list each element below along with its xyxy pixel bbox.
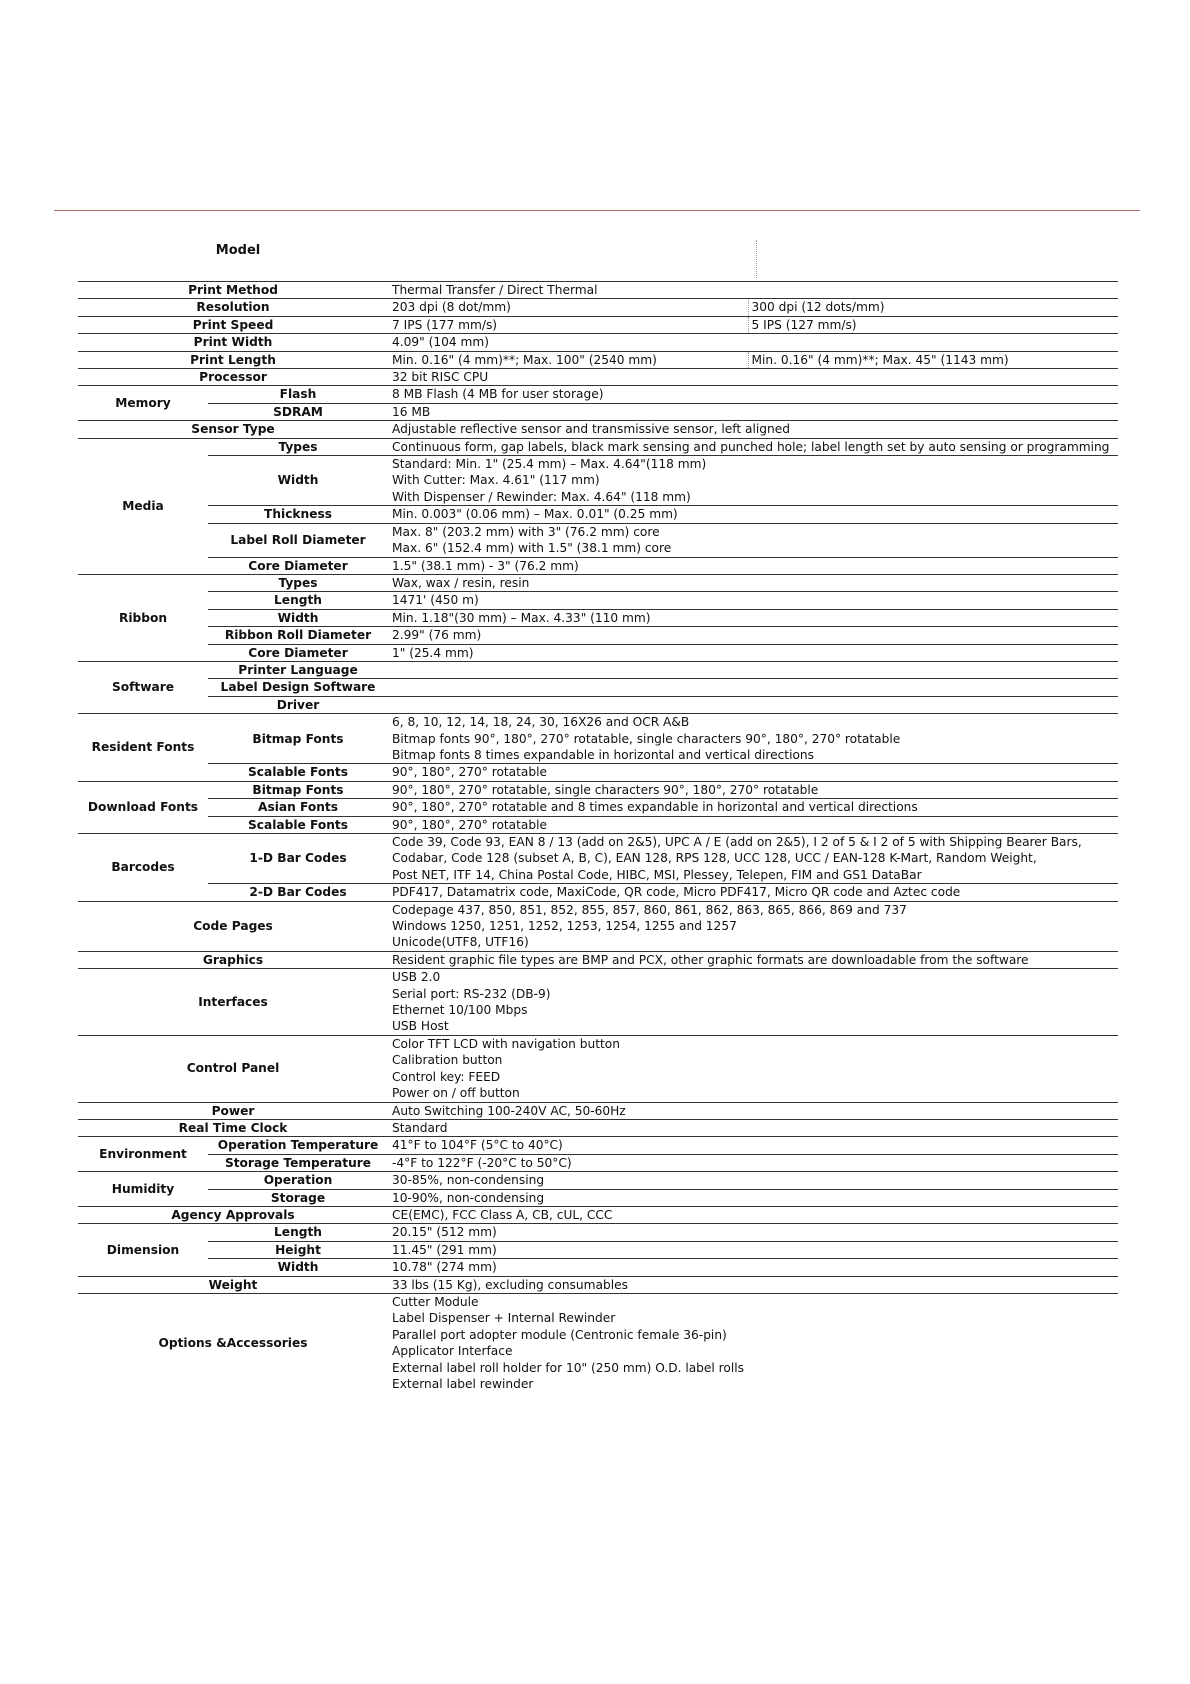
row-label: Sensor Type: [78, 421, 388, 438]
row-label: Interfaces: [78, 969, 388, 1036]
header-divider: [54, 210, 1140, 211]
value-line: Control key: FEED: [392, 1069, 501, 1084]
table-row: [78, 644, 1118, 661]
value-line: Max. 6" (152.4 mm) with 1.5" (38.1 mm) core: [392, 541, 672, 556]
table-row: [78, 334, 1118, 351]
table-row: [78, 661, 1118, 678]
row-label: Weight: [78, 1276, 388, 1293]
row-label: Processor: [78, 369, 388, 386]
row-label: 1-D Bar Codes: [208, 834, 388, 884]
table-row: [78, 627, 1118, 644]
group-label-environment: Environment: [78, 1137, 208, 1172]
row-label: Core Diameter: [208, 557, 388, 574]
table-row: [78, 1276, 1118, 1293]
value-line: Power on / off button: [392, 1086, 520, 1101]
value-line: Bitmap fonts 8 times expandable in horizontal and vertical directions: [392, 747, 815, 762]
group-label-ribbon: Ribbon: [78, 574, 208, 661]
model-label: Model: [215, 243, 261, 258]
row-value: 10.78" (274 mm): [388, 1259, 1118, 1276]
row-label: Types: [208, 438, 388, 455]
value-line: USB 2.0: [392, 970, 441, 985]
value-line: Color TFT LCD with navigation button: [392, 1036, 620, 1051]
table-row: [78, 523, 1118, 557]
value-line: Unicode(UTF8, UTF16): [392, 935, 529, 950]
row-label: Core Diameter: [208, 644, 388, 661]
table-row: [78, 506, 1118, 523]
row-value: Min. 0.16" (4 mm)**; Max. 100" (2540 mm): [388, 351, 748, 368]
value-line: External label rewinder: [392, 1377, 534, 1391]
row-value: Standard: [388, 1119, 1118, 1136]
value-line: Code 39, Code 93, EAN 8 / 13 (add on 2&5), UPC A / E (add on 2&5), I 2 of 5 & I 2 of 5 with Shipping Bearer Bars,: [392, 835, 1082, 849]
table-row: [78, 557, 1118, 574]
row-label: Control Panel: [78, 1035, 388, 1102]
row-value: [388, 901, 1118, 951]
row-label: Power: [78, 1102, 388, 1119]
row-value: Resident graphic file types are BMP and PCX, other graphic formats are downloadable from the software: [388, 951, 1118, 968]
value-line: Serial port: RS-232 (DB-9): [392, 986, 551, 1001]
model-header: [78, 240, 1118, 280]
table-row: [78, 316, 1118, 333]
value-line: Applicator Interface: [392, 1344, 513, 1359]
row-value: [388, 1035, 1118, 1102]
value-line: With Dispenser / Rewinder: Max. 4.64" (118 mm): [392, 489, 691, 504]
row-value: 4.09" (104 mm): [388, 334, 1118, 351]
row-label: Real Time Clock: [78, 1119, 388, 1136]
row-value: [388, 1293, 1118, 1392]
group-label-humidity: Humidity: [78, 1172, 208, 1207]
row-label: Flash: [208, 386, 388, 403]
row-label: Print Method: [78, 282, 388, 299]
group-label-media: Media: [78, 438, 208, 574]
row-value: [388, 523, 1118, 557]
row-label: Storage: [208, 1189, 388, 1206]
value-line: Calibration button: [392, 1053, 503, 1068]
row-value: 2.99" (76 mm): [388, 627, 1118, 644]
row-value: [388, 714, 1118, 764]
row-label: Operation: [208, 1172, 388, 1189]
value-line: Standard: Min. 1" (25.4 mm) – Max. 4.64"(118 mm): [392, 457, 707, 472]
row-value: [388, 679, 1118, 696]
value-line: Cutter Module: [392, 1294, 479, 1309]
row-value: 90°, 180°, 270° rotatable, single characters 90°, 180°, 270° rotatable: [388, 781, 1118, 798]
table-row: [78, 386, 1118, 403]
row-value: [388, 696, 1118, 713]
value-line: Codabar, Code 128 (subset A, B, C), EAN 128, RPS 128, UCC 128, UCC / EAN-128 K-Mart, Random Weight,: [392, 851, 1037, 866]
table-row: [78, 1137, 1118, 1154]
row-value: 32 bit RISC CPU: [388, 369, 1118, 386]
table-row: [78, 1241, 1118, 1258]
row-label: Driver: [208, 696, 388, 713]
row-value: [388, 661, 1118, 678]
value-line: Ethernet 10/100 Mbps: [392, 1003, 528, 1018]
row-label: Ribbon Roll Diameter: [208, 627, 388, 644]
row-label: Storage Temperature: [208, 1154, 388, 1171]
row-label: Print Speed: [78, 316, 388, 333]
value-line: Bitmap fonts 90°, 180°, 270° rotatable, single characters 90°, 180°, 270° rotatable: [392, 731, 901, 746]
table-row: [78, 574, 1118, 591]
specifications-table: [78, 281, 1118, 1392]
row-value: 7 IPS (177 mm/s): [388, 316, 748, 333]
row-value: 10-90%, non-condensing: [388, 1189, 1118, 1206]
value-line: Codepage 437, 850, 851, 852, 855, 857, 860, 861, 862, 863, 865, 866, 869 and 737: [392, 902, 907, 917]
row-value-alt: 5 IPS (127 mm/s): [748, 316, 1118, 333]
table-row: [78, 714, 1118, 764]
row-value-alt: 300 dpi (12 dots/mm): [748, 299, 1118, 316]
row-label: Graphics: [78, 951, 388, 968]
row-label: SDRAM: [208, 403, 388, 420]
group-label-barcodes: Barcodes: [78, 834, 208, 902]
group-label-download-fonts: Download Fonts: [78, 781, 208, 833]
table-row: [78, 816, 1118, 833]
table-row: [78, 1035, 1118, 1102]
row-value: 90°, 180°, 270° rotatable: [388, 816, 1118, 833]
row-label: Print Width: [78, 334, 388, 351]
row-label: Scalable Fonts: [208, 816, 388, 833]
row-value: PDF417, Datamatrix code, MaxiCode, QR code, Micro PDF417, Micro QR code and Aztec code: [388, 884, 1118, 901]
value-line: With Cutter: Max. 4.61" (117 mm): [392, 473, 600, 488]
table-row: [78, 456, 1118, 506]
group-label-resident-fonts: Resident Fonts: [78, 714, 208, 782]
row-value: Wax, wax / resin, resin: [388, 574, 1118, 591]
table-row: [78, 679, 1118, 696]
table-row: [78, 1224, 1118, 1241]
row-value: 41°F to 104°F (5°C to 40°C): [388, 1137, 1118, 1154]
table-row: [78, 901, 1118, 951]
row-label: Width: [208, 609, 388, 626]
table-row: [78, 282, 1118, 299]
row-label: Width: [208, 1259, 388, 1276]
row-value: Min. 1.18"(30 mm) – Max. 4.33" (110 mm): [388, 609, 1118, 626]
table-row: [78, 369, 1118, 386]
row-value: CE(EMC), FCC Class A, CB, cUL, CCC: [388, 1206, 1118, 1223]
row-value: 90°, 180°, 270° rotatable and 8 times expandable in horizontal and vertical directions: [388, 799, 1118, 816]
row-label: Operation Temperature: [208, 1137, 388, 1154]
table-row: [78, 1102, 1118, 1119]
row-value: 203 dpi (8 dot/mm): [388, 299, 748, 316]
table-row: [78, 781, 1118, 798]
value-line: Max. 8" (203.2 mm) with 3" (76.2 mm) core: [392, 524, 660, 539]
row-value: 1" (25.4 mm): [388, 644, 1118, 661]
value-line: USB Host: [392, 1019, 449, 1034]
row-value: 8 MB Flash (4 MB for user storage): [388, 386, 1118, 403]
row-label: Resolution: [78, 299, 388, 316]
group-label-software: Software: [78, 661, 208, 713]
group-label-dimension: Dimension: [78, 1224, 208, 1276]
value-line: Label Dispenser + Internal Rewinder: [392, 1311, 616, 1326]
row-value: [388, 456, 1118, 506]
row-label: Printer Language: [208, 661, 388, 678]
row-value: Continuous form, gap labels, black mark sensing and punched hole; label length set by auto sensing or programming: [388, 438, 1118, 455]
table-row: [78, 403, 1118, 420]
table-row: [78, 969, 1118, 1036]
value-line: Post NET, ITF 14, China Postal Code, HIBC, MSI, Plessey, Telepen, FIM and GS1 DataBar: [392, 867, 922, 882]
model-column-divider: [756, 240, 757, 278]
row-label: Label Design Software: [208, 679, 388, 696]
table-row: [78, 1293, 1118, 1392]
row-label: Print Length: [78, 351, 388, 368]
row-value: 30-85%, non-condensing: [388, 1172, 1118, 1189]
table-row: [78, 1172, 1118, 1189]
table-row: [78, 351, 1118, 368]
row-label: Options &Accessories: [78, 1293, 388, 1392]
row-value: 16 MB: [388, 403, 1118, 420]
table-row: [78, 951, 1118, 968]
row-label: 2-D Bar Codes: [208, 884, 388, 901]
row-value: [388, 834, 1118, 884]
row-label: Bitmap Fonts: [208, 781, 388, 798]
row-label: Thickness: [208, 506, 388, 523]
table-row: [78, 592, 1118, 609]
row-value: 90°, 180°, 270° rotatable: [388, 764, 1118, 781]
value-line: External label roll holder for 10" (250 mm) O.D. label rolls: [392, 1360, 744, 1375]
table-row: [78, 1259, 1118, 1276]
row-label: Code Pages: [78, 901, 388, 951]
row-value: Adjustable reflective sensor and transmissive sensor, left aligned: [388, 421, 1118, 438]
table-row: [78, 438, 1118, 455]
table-row: [78, 834, 1118, 884]
row-value-alt: Min. 0.16" (4 mm)**; Max. 45" (1143 mm): [748, 351, 1118, 368]
table-row: [78, 696, 1118, 713]
row-value: 1471' (450 m): [388, 592, 1118, 609]
row-value: Thermal Transfer / Direct Thermal: [388, 282, 1118, 299]
row-label: Height: [208, 1241, 388, 1258]
table-row: [78, 299, 1118, 316]
row-value: Min. 0.003" (0.06 mm) – Max. 0.01" (0.25 mm): [388, 506, 1118, 523]
row-value: 33 lbs (15 Kg), excluding consumables: [388, 1276, 1118, 1293]
row-label: Width: [208, 456, 388, 506]
group-label-memory: Memory: [78, 386, 208, 421]
row-label: Length: [208, 1224, 388, 1241]
row-label: Scalable Fonts: [208, 764, 388, 781]
value-line: Parallel port adopter module (Centronic female 36-pin): [392, 1327, 727, 1342]
table-row: [78, 1206, 1118, 1223]
row-value: 1.5" (38.1 mm) - 3" (76.2 mm): [388, 557, 1118, 574]
value-line: 6, 8, 10, 12, 14, 18, 24, 30, 16X26 and OCR A&B: [392, 715, 690, 730]
row-label: Label Roll Diameter: [208, 523, 388, 557]
row-label: Types: [208, 574, 388, 591]
row-label: Length: [208, 592, 388, 609]
row-value: 20.15" (512 mm): [388, 1224, 1118, 1241]
table-row: [78, 764, 1118, 781]
row-value: Auto Switching 100-240V AC, 50-60Hz: [388, 1102, 1118, 1119]
table-row: [78, 1154, 1118, 1171]
table-row: [78, 1119, 1118, 1136]
row-label: Agency Approvals: [78, 1206, 388, 1223]
row-value: -4°F to 122°F (-20°C to 50°C): [388, 1154, 1118, 1171]
table-row: [78, 609, 1118, 626]
row-label: Asian Fonts: [208, 799, 388, 816]
table-row: [78, 421, 1118, 438]
table-row: [78, 884, 1118, 901]
row-label: Bitmap Fonts: [208, 714, 388, 764]
row-value: [388, 969, 1118, 1036]
value-line: Windows 1250, 1251, 1252, 1253, 1254, 1255 and 1257: [392, 919, 737, 934]
table-row: [78, 1189, 1118, 1206]
table-row: [78, 799, 1118, 816]
row-value: 11.45" (291 mm): [388, 1241, 1118, 1258]
